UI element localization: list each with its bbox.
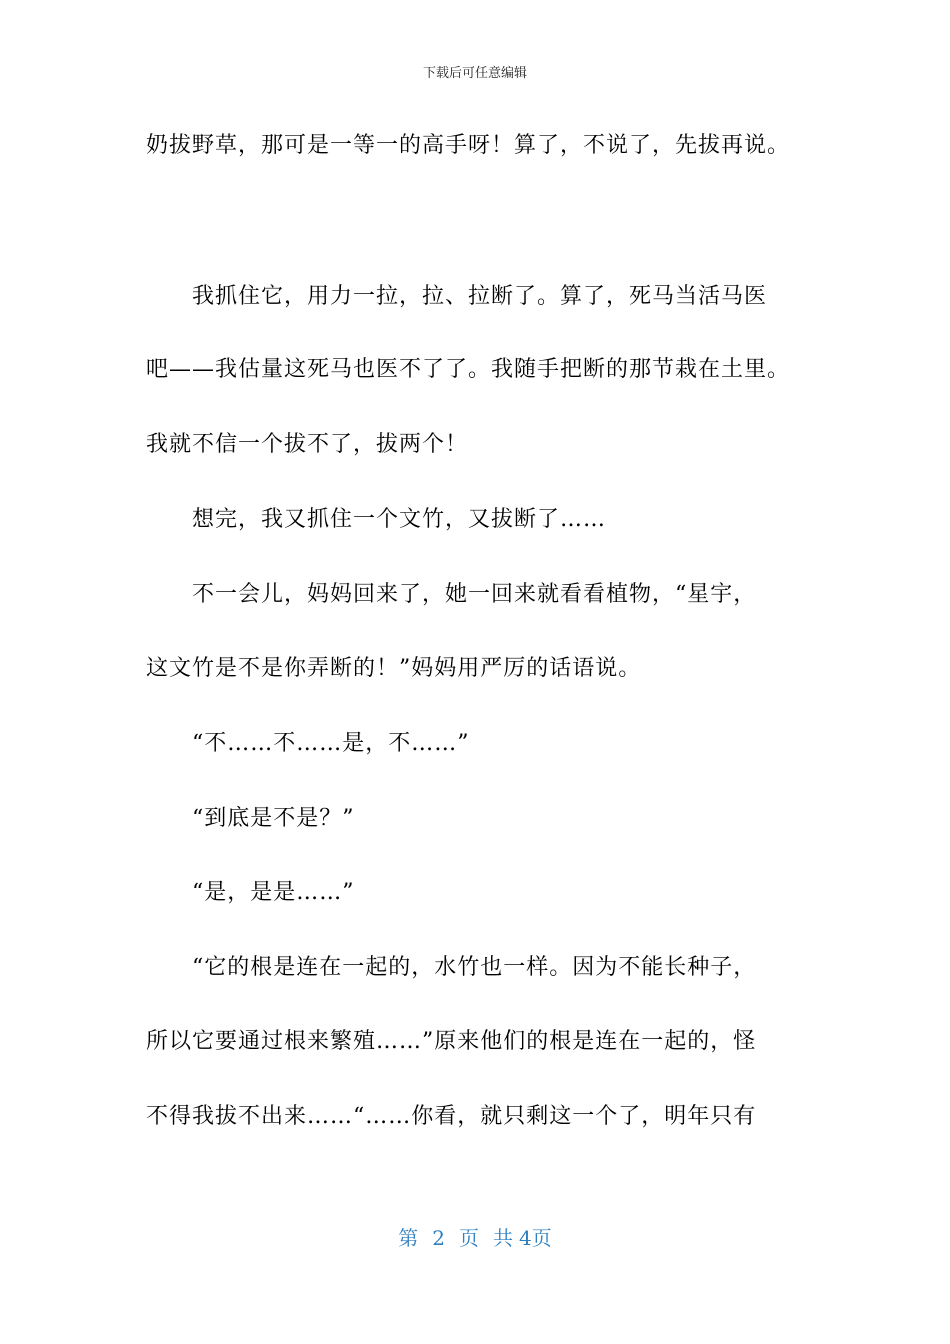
body-line-6: 不一会儿，妈妈回来了，她一回来就看看植物，“星宇， (192, 582, 757, 607)
footer-total-word: 共 (493, 1226, 513, 1250)
footer-total-pages: 4页 (519, 1226, 552, 1250)
body-line-7: 这文竹是不是你弄断的！”妈妈用严厉的话语说。 (146, 656, 642, 681)
body-line-12: 所以它要通过根来繁殖……”原来他们的根是连在一起的，怪 (146, 1029, 757, 1054)
body-line-3: 吧——我估量这死马也医不了了。我随手把断的那节栽在土里。 (146, 357, 791, 382)
page-footer (0, 1226, 950, 1250)
body-line-1: 奶拔野草，那可是一等一的高手呀！算了，不说了，先拔再说。 (146, 133, 791, 158)
body-line-4: 我就不信一个拔不了，拔两个！ (146, 432, 469, 457)
page-header: 下载后可任意编辑 (422, 66, 527, 81)
body-line-11: “它的根是连在一起的，水竹也一样。因为不能长种子， (192, 955, 757, 980)
body-line-2: 我抓住它，用力一拉，拉、拉断了。算了，死马当活马医 (192, 284, 768, 309)
body-line-9: “到底是不是？” (192, 806, 355, 831)
body-line-13: 不得我拔不出来……“……你看，就只剩这一个了，明年只有 (146, 1104, 757, 1129)
footer-current-page: 2 (432, 1226, 445, 1250)
footer-page-word: 第 (398, 1226, 419, 1250)
body-line-8: “不……不……是，不……” (192, 731, 470, 756)
body-line-5: 想完，我又抓住一个文竹，又拔断了…… (192, 507, 607, 532)
footer-page-unit: 页 (459, 1226, 479, 1250)
body-line-10: “是，是是……” (192, 880, 355, 905)
